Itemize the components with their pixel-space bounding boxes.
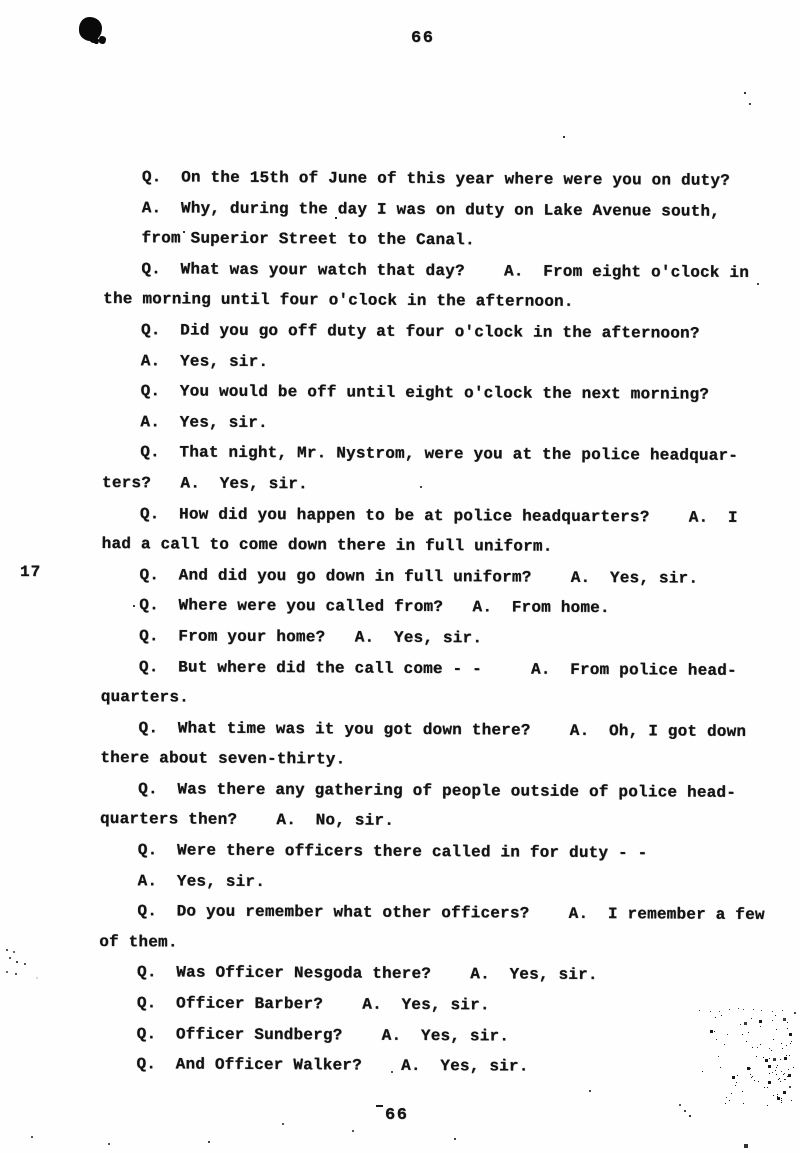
transcript-line: from Superior Street to the Canal. <box>141 229 475 250</box>
transcript-line: there about seven-thirty. <box>100 749 346 769</box>
transcript-line: Q. Officer Sundberg? A. Yes, sir. <box>136 1024 510 1046</box>
transcript-line: Q. And Officer Walker? A. Yes, sir. <box>136 1055 529 1076</box>
transcript-line: Q. Were there officers there called in for duty - - <box>137 841 648 863</box>
margin-line-number: 17 <box>20 563 42 581</box>
transcript-line: A. Yes, sir. <box>140 412 268 432</box>
transcript-line: Q. Do you remember what other officers? A. I remember a few <box>137 902 765 925</box>
transcript-line: the morning until four o'clock in the afternoon. <box>103 290 574 312</box>
transcript-line: Q. Was there any gathering of people outside of police head- <box>138 780 737 802</box>
transcript-line: Q. You would be off until eight o'clock the next morning? <box>140 382 710 404</box>
transcript-line: Q. Officer Barber? A. Yes, sir. <box>136 994 490 1015</box>
transcript-line: Q. What was your watch that day? A. From eight o'clock in <box>141 260 750 282</box>
transcript-line: Q. How did you happen to be at police headquarters? A. I <box>139 504 738 527</box>
transcript-line: Q. Did you go off duty at four o'clock in the afternoon? <box>140 321 700 343</box>
page-number-top: 66 <box>411 29 435 48</box>
transcript-line: A. Yes, sir. <box>137 871 266 891</box>
transcript-line: quarters. <box>100 688 190 707</box>
transcript-line: Q. Where were you called from? A. From home. <box>139 596 610 618</box>
transcript-line: A. Yes, sir. <box>140 351 269 371</box>
transcript-line: of them. <box>99 932 178 952</box>
scan-specks <box>0 0 2 2</box>
page-number-bottom: 66 <box>385 1106 409 1125</box>
transcript-line: Q. On the 15th of June of this year where were you on duty? <box>141 168 731 190</box>
transcript-line: Q. But where did the call come - - A. From police head- <box>138 657 737 680</box>
transcript-line: quarters then? A. No, sir. <box>99 810 395 831</box>
transcript-line: Q. That night, Mr. Nystrom, were you at the police headquar- <box>140 443 739 466</box>
scan-dash-mark <box>376 1105 383 1107</box>
transcript-line: ters? A. Yes, sir. <box>101 473 308 494</box>
transcript-line: A. Why, during the day I was on duty on Lake Avenue south, <box>141 198 721 221</box>
transcript-body <box>98 162 782 1084</box>
transcript-line: Q. And did you go down in full uniform? A. Yes, sir. <box>139 565 699 588</box>
transcript-line: Q. What time was it you got down there? A. Oh, I got down <box>138 718 747 741</box>
transcript-line: had a call to come down there in full uniform. <box>101 535 553 556</box>
transcript-line: Q. Was Officer Nesgoda there? A. Yes, sir. <box>136 963 598 985</box>
ink-blot <box>79 17 102 41</box>
scan-noise-cluster <box>698 1002 699 1003</box>
transcript-line: Q. From your home? A. Yes, sir. <box>139 627 483 648</box>
